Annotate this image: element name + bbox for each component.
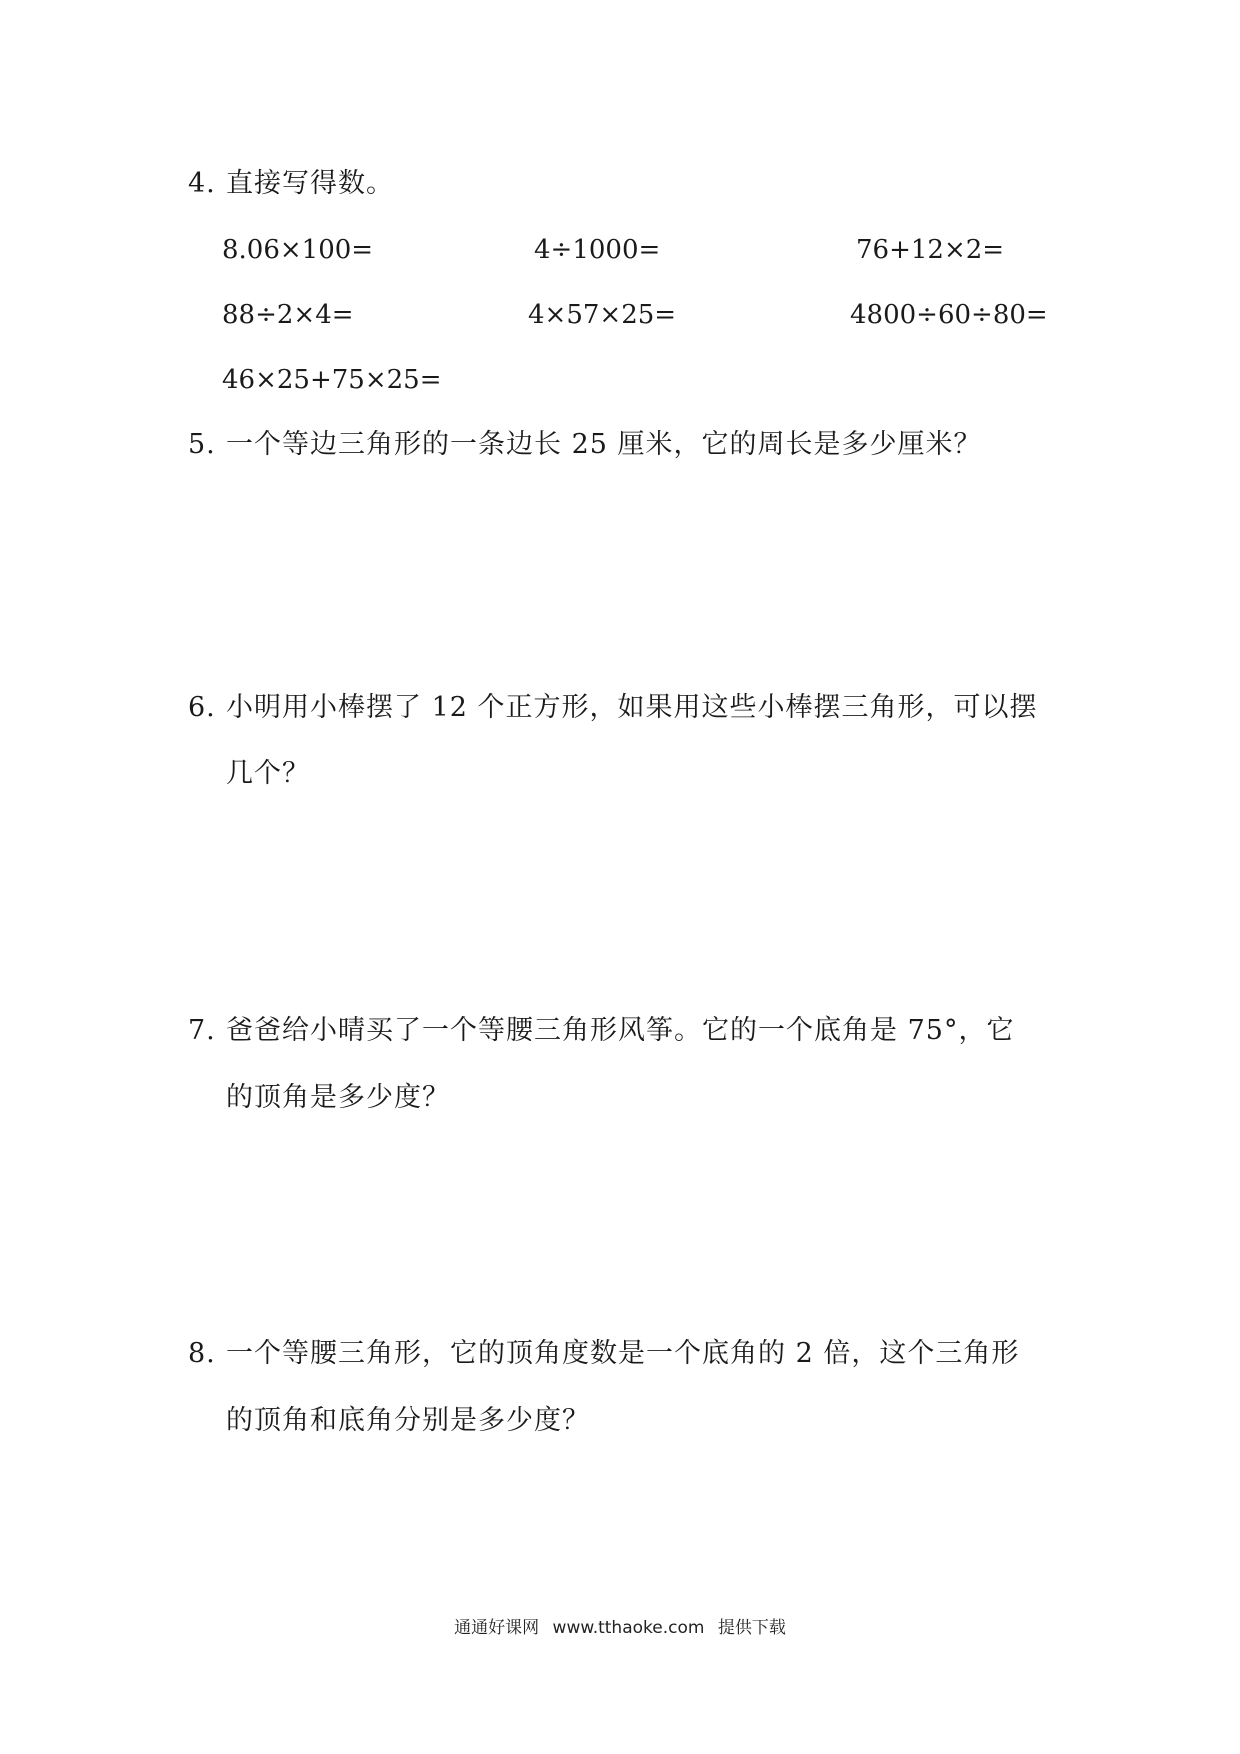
question-7 — [188, 1013, 1014, 1049]
question-6-number: 6. — [188, 692, 216, 723]
question-4 — [188, 166, 394, 202]
question-8-text-line-1: 一个等腰三角形，它的顶角度数是一个底角的 2 倍，这个三角形 — [226, 1338, 1020, 1369]
calc-item-3: 76+12×2= — [856, 235, 1005, 265]
calc-item-7: 46×25+75×25= — [222, 365, 442, 395]
calc-item-4: 88÷2×4= — [222, 300, 354, 330]
question-8 — [188, 1336, 1019, 1372]
calc-item-2: 4÷1000= — [534, 235, 661, 265]
question-8-number: 8. — [188, 1338, 216, 1369]
question-5-number: 5. — [188, 429, 216, 460]
question-4-text: 直接写得数。 — [226, 168, 394, 199]
question-6-text-line-1: 小明用小棒摆了 12 个正方形，如果用这些小棒摆三角形，可以摆 — [226, 692, 1038, 723]
footer-suffix: 提供下载 — [717, 1618, 786, 1638]
calc-item-1: 8.06×100= — [222, 235, 374, 265]
calc-item-6: 4800÷60÷80= — [850, 300, 1048, 330]
calc-item-5: 4×57×25= — [528, 300, 677, 330]
question-7-text-line-1: 爸爸给小晴买了一个等腰三角形风筝。它的一个底角是 75°，它 — [226, 1015, 1015, 1046]
page-footer — [0, 1616, 1240, 1640]
question-7-number: 7. — [188, 1015, 216, 1046]
question-6-text-line-2: 几个？ — [226, 758, 310, 789]
question-4-number: 4. — [188, 168, 216, 199]
question-6 — [188, 690, 1038, 726]
question-5-text: 一个等边三角形的一条边长 25 厘米，它的周长是多少厘米？ — [226, 429, 982, 460]
footer-site-name: 通通好课网 — [454, 1618, 540, 1638]
question-8-text-line-2: 的顶角和底角分别是多少度？ — [226, 1405, 590, 1436]
question-7-text-line-2: 的顶角是多少度？ — [226, 1082, 450, 1113]
footer-url[interactable]: www.tthaoke.com — [552, 1618, 705, 1638]
question-5 — [188, 427, 982, 463]
